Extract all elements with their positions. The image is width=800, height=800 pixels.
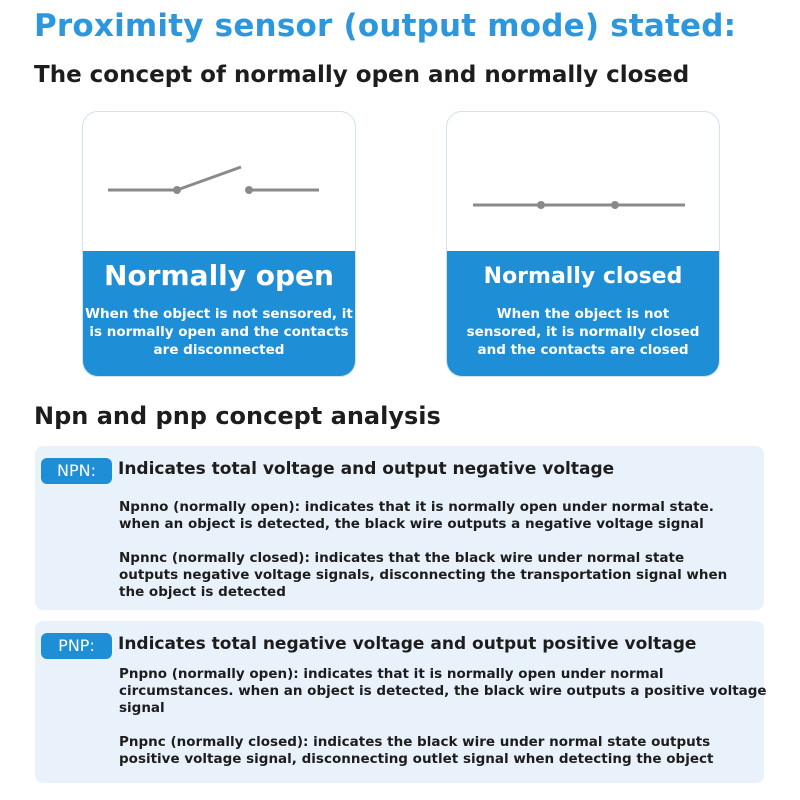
paragraph-line: Npnno (normally open): indicates that it is normally open under normal state. [119,499,714,515]
npn-nc-paragraph [119,550,727,601]
pnp-no-paragraph [119,666,767,717]
page-title: Proximity sensor (output mode) stated: [34,8,737,44]
switch-open-icon [83,112,355,252]
pnp-badge: PNP: [41,633,112,659]
description-line: and the contacts are closed [477,342,689,358]
description-line: When the object is not sensored, it [85,306,353,322]
paragraph-line: Pnpnc (normally closed): indicates the black wire under normal state outputs [119,734,711,750]
paragraph-line: the object is detected [119,584,286,600]
npn-heading: Indicates total voltage and output negative voltage [118,459,615,479]
npn-badge: NPN: [41,458,112,484]
paragraph-line: signal [119,700,165,716]
normally-closed-panel [447,251,719,376]
normally-open-description [83,305,355,359]
description-line: are disconnected [153,342,285,358]
pnp-info-box [35,621,767,783]
normally-open-card [82,111,356,377]
npn-no-paragraph [119,499,714,533]
normally-open-panel [83,251,355,376]
switch-closed-icon [447,112,719,252]
normally-open-title: Normally open [104,259,334,292]
npn-info-box [35,446,764,610]
pnp-nc-paragraph [119,734,713,768]
description-line: is normally open and the contacts [89,324,349,340]
paragraph-line: when an object is detected, the black wire outputs a negative voltage signal [119,516,704,532]
paragraph-line: Npnnc (normally closed): indicates that the black wire under normal state [119,550,685,566]
description-line: sensored, it is normally closed [466,324,700,340]
normally-closed-description [447,305,719,359]
paragraph-line: positive voltage signal, disconnecting outlet signal when detecting the object [119,751,714,767]
paragraph-line: Pnpno (normally open): indicates that it is normally open under normal [119,666,664,682]
normally-closed-card [446,111,720,377]
description-line: When the object is not [496,306,670,322]
paragraph-line: circumstances. when an object is detected, the black wire outputs a positive voltage [119,683,767,699]
paragraph-line: outputs negative voltage signals, disconnecting the transportation signal when [119,567,728,583]
page-subtitle: The concept of normally open and normally closed [34,62,690,88]
analysis-heading: Npn and pnp concept analysis [34,402,441,430]
pnp-heading: Indicates total negative voltage and output positive voltage [118,634,697,654]
normally-closed-title: Normally closed [483,264,683,289]
